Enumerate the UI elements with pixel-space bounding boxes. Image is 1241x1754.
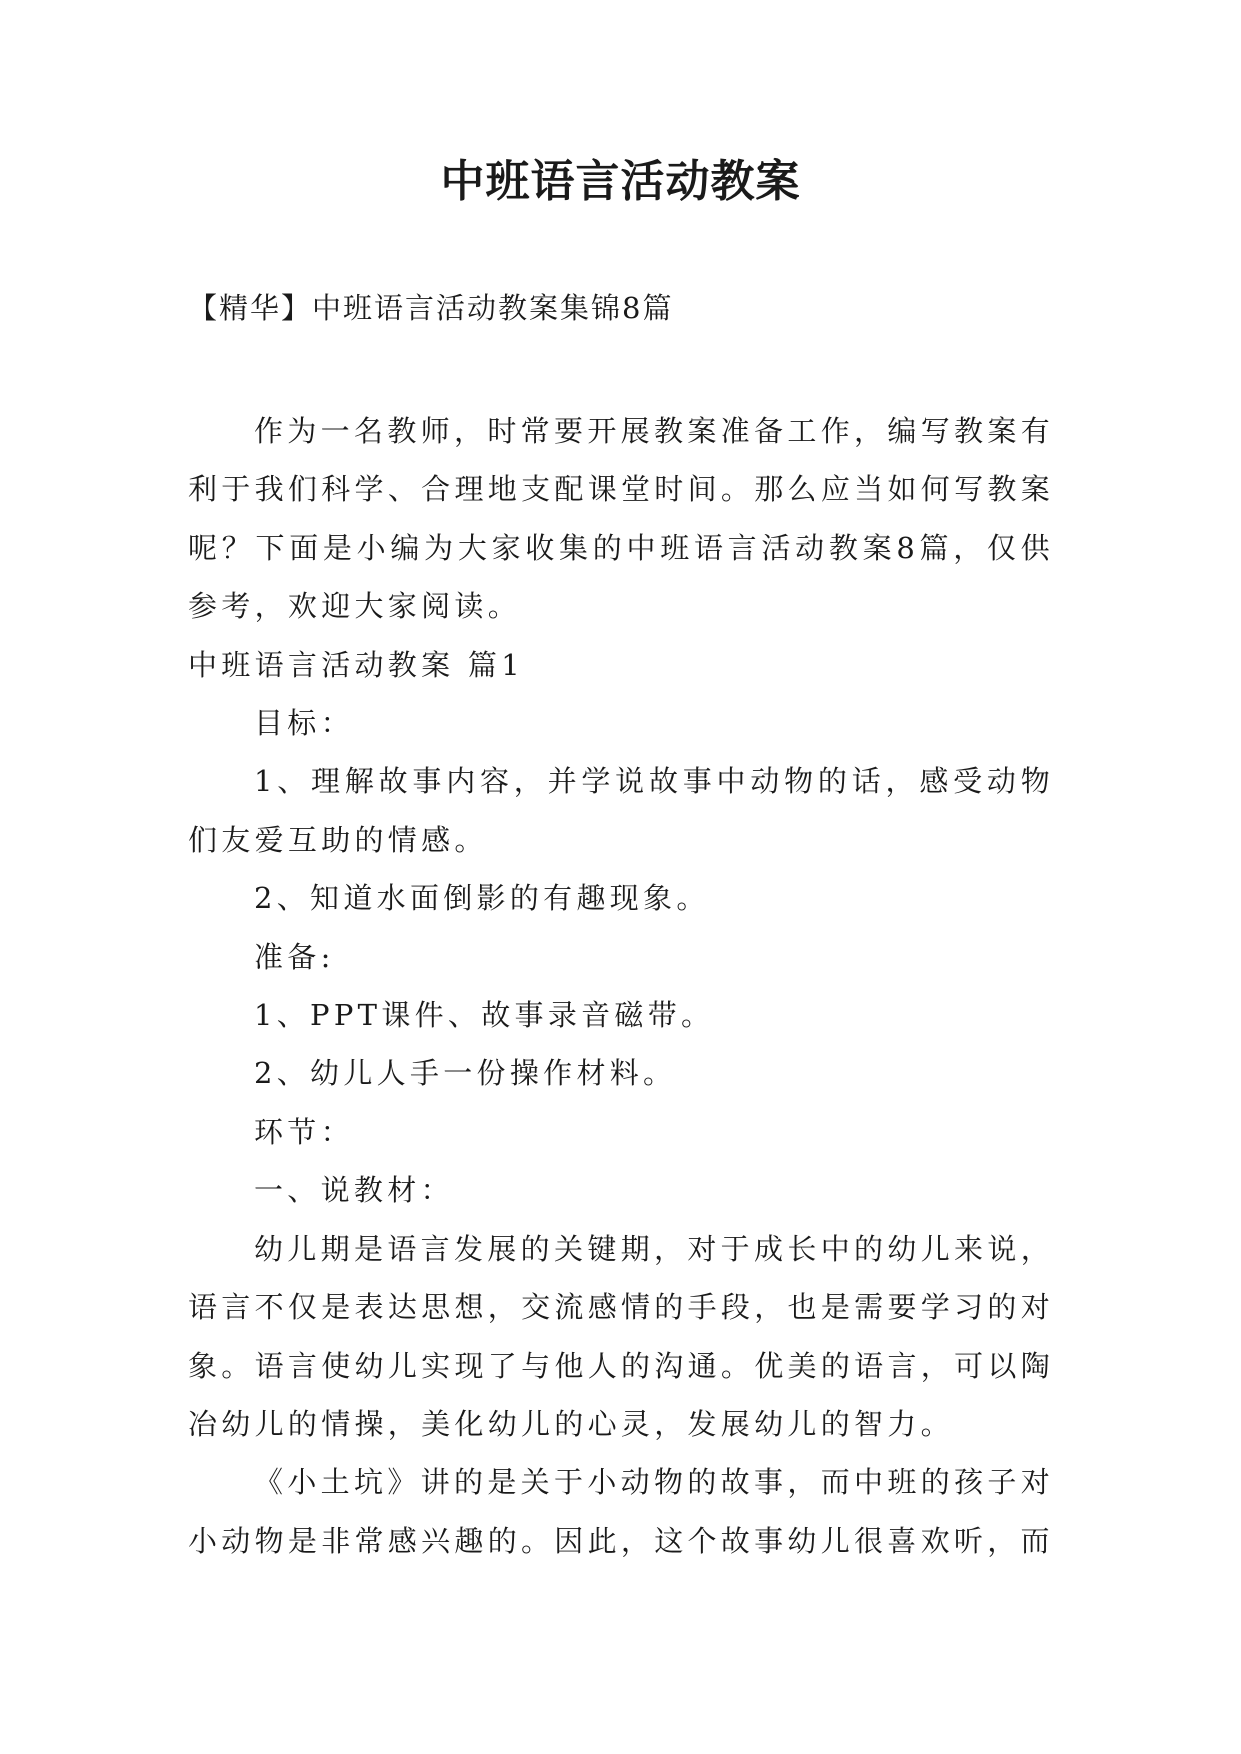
document-body: [188, 402, 1054, 1570]
section-heading: 中班语言活动教案 篇1: [188, 647, 524, 682]
body-paragraph: 幼儿期是语言发展的关键期，对于成长中的幼儿来说，语言不仅是表达思想，交流感情的手段，也是需要学习的对象。语言使幼儿实现了与他人的沟通。优美的语言，可以陶冶幼儿的情操，美化幼儿的心灵，发展幼儿的智力。: [188, 1231, 1054, 1441]
preparation-item: 2、幼儿人手一份操作材料。: [254, 1056, 677, 1091]
intro-paragraph: 作为一名教师，时常要开展教案准备工作，编写教案有利于我们科学、合理地支配课堂时间。那么应当如何写教案呢？下面是小编为大家收集的中班语言活动教案8篇，仅供参考，欢迎大家阅读。: [188, 414, 1054, 624]
preparation-label: 准备:: [254, 939, 335, 974]
goal-item: 1、理解故事内容，并学说故事中动物的话，感受动物们友爱互助的情感。: [188, 764, 1054, 857]
preparation-item: 1、PPT课件、故事录音磁带。: [254, 998, 715, 1033]
goal-item: 2、知道水面倒影的有趣现象。: [254, 881, 710, 916]
goals-label: 目标：: [254, 706, 354, 741]
steps-label: 环节：: [254, 1114, 354, 1149]
body-paragraph: 《小土坑》讲的是关于小动物的故事，而中班的孩子对小动物是非常感兴趣的。因此，这个故事幼儿很喜欢听，而: [188, 1465, 1054, 1558]
step-heading: 一、说教材：: [254, 1173, 454, 1208]
document-subtitle: 【精华】中班语言活动教案集锦8篇: [188, 291, 674, 325]
document-title: 中班语言活动教案: [440, 156, 801, 207]
